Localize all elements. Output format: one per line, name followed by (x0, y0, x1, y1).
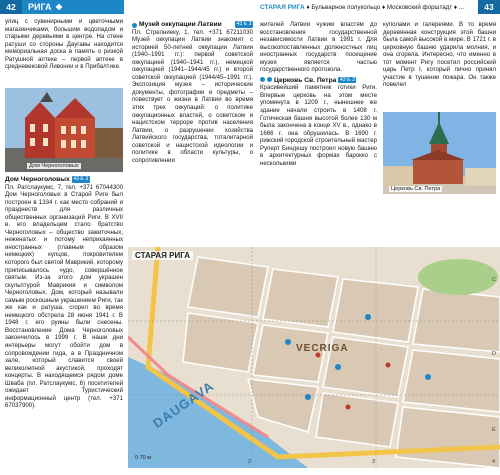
house-illustration (5, 88, 123, 172)
mid-col-entry (132, 21, 253, 164)
church-illustration (383, 112, 496, 194)
map-scale: 0 70 м (135, 455, 152, 461)
grid-letter: D (492, 351, 496, 357)
museum-icon (132, 23, 137, 28)
left-col-entry (5, 176, 123, 410)
header-right (260, 0, 500, 14)
entry-text: Пл. Стрелниеку, 1, тел. +371 67211030 Музей оккупации Латвии знакомит с историей 50-летней оккупации Латвии (1940–1991 гг.): первой советской оккупацией (1940–1941 гг.), немецкой оккупацией (1941–1944/45 гг.) и второй советской оккупацией (1944/45–1991 гг.). Экспозиция музея – исторические документы, фотографии и предметы – повествует о жизни в Латвии во время этих трех оккупаций: о политике оккупационных властей, о советском и нацистском терроре против населения Латвии, о разрушении хозяйства Латвийского государства, тоталитарной советской и нацистской идеологии и политике в области культуры, о сопротивлении (132, 28, 253, 164)
left-col-text-top: улиц с сувенирными и цветочными магазинчиками, большим водопадом и старыми деревьями в центре. На стене ратуши со стороны Даугавы находится мемориальная доска в память о ризкой Ратушной аптеке – первой аптеке в средневековой Ливонии и в Прибалтике. (5, 18, 123, 71)
photo-caption: Дом Черноголовых (29, 163, 79, 169)
entry-text: Пл. Ратслаукумс, 7, тел. +371 67044300 Дом Черноголовых в Старой Риге был построен в 1334 г. как место собраний и празднеств для различных общественных организаций Риги. В XVII в. его владельцем стало братство Черноголовых – общество зажиточных, неженатых и потому неприкаянных иностранных (главным образом немецких) купцов, покровителем которого был святой Маврикий, которому приписывалось чудо, совершённое святым. Из-за этого дом украшен скульптурой Маврикия и символом Черноголовых. Дом, который называли самым роскошным украшением Риги, так же как и ратуша, сгорел во время немецкого обстрела 28 июня 1941 г. В 1948 г. его руины были снесены. Восстановление Дома Черноголовых закончилось в 1999 г. В наши дни интерьеры могут обойти дом в сопровождении гида, а в Праздничном зале, который славится своей великолепной акустикой, проходят концерты. В находящемся рядом доме Шваба (пл. Ратслаукумс, 6) посетителей ожидает Туристический информационный центр (тел. +371 67037900). (5, 183, 123, 410)
river-label: DAUGAVA (150, 378, 217, 431)
photo-st-peters-church (383, 112, 496, 194)
section-title-left: РИГА (28, 2, 52, 12)
old-riga-map[interactable] (128, 247, 500, 468)
photo-house-of-blackheads (5, 88, 123, 172)
breadcrumb (260, 4, 478, 11)
entry-heading: Церковь Св. Петра (274, 76, 337, 84)
map-ref-tag: 43 E 3 (339, 76, 355, 83)
map-graphic (128, 247, 500, 468)
grid-number: 2 (248, 459, 252, 465)
grid-number: 3 (372, 459, 376, 465)
header-left (0, 0, 124, 14)
grid-number: 4 (492, 459, 496, 465)
map-ref-tag: 43 E 3 (236, 21, 252, 27)
park-area (418, 259, 498, 295)
entry-heading: Дом Черноголовых (5, 176, 70, 183)
area-label: VECRIGA (296, 343, 349, 354)
grid-letter: E (492, 427, 496, 433)
entry-text: Красивейший памятник готики Риги. Впервые церковь на этом месте упомянута в 1209 г., нынешнее же здание начали строить в 1408 г. Готическая башня высотой более 130 м была закончена в конце XV в., однако в 1666 г. она обрушилась. В 1690 г. рижский городской строительный мастер Руперт Биндешу построил новую башню в архитектурных формах барокко с несколькими (260, 84, 377, 167)
page-number-left: 42 (0, 0, 22, 14)
entry-text-top: жителей Латвии чужим властям до восстановления государственной независимости Латвии в 1991 г. Для высокопоставленных должностных лиц иностранных государств посещение музея является частью государственного протокола. (260, 21, 377, 74)
page-number-right: 43 (478, 0, 500, 14)
map-ref-tag: 43 E 3 (73, 176, 89, 182)
church-icon (260, 77, 265, 82)
entry-heading: Музей оккупации Латвии (139, 21, 222, 28)
diamond-icon (55, 4, 62, 11)
grid-letter: C (492, 277, 496, 283)
breadcrumb-rest: ♦ Бульварное полукольцо ♦ Московский форштадт ♦ ... (306, 3, 464, 11)
photo-caption: Церковь Св. Петра (391, 186, 441, 192)
section-title-right: СТАРАЯ РИГА (260, 3, 305, 11)
right-col2 (383, 21, 496, 89)
tower-icon (267, 77, 272, 82)
map-title: СТАРАЯ РИГА (132, 251, 193, 260)
right-col1 (260, 21, 377, 167)
entry-text: куполами и галереями. В то время деревянная конструкция этой башни была самой высокой в мире. В 1721 г. в церковную башню ударила молния, и она сгорела. Интересно, что именно в тот момент Ригу посетил российский царь Петр I, который лично принял участие в тушении пожара. Он также повелел (383, 21, 496, 89)
